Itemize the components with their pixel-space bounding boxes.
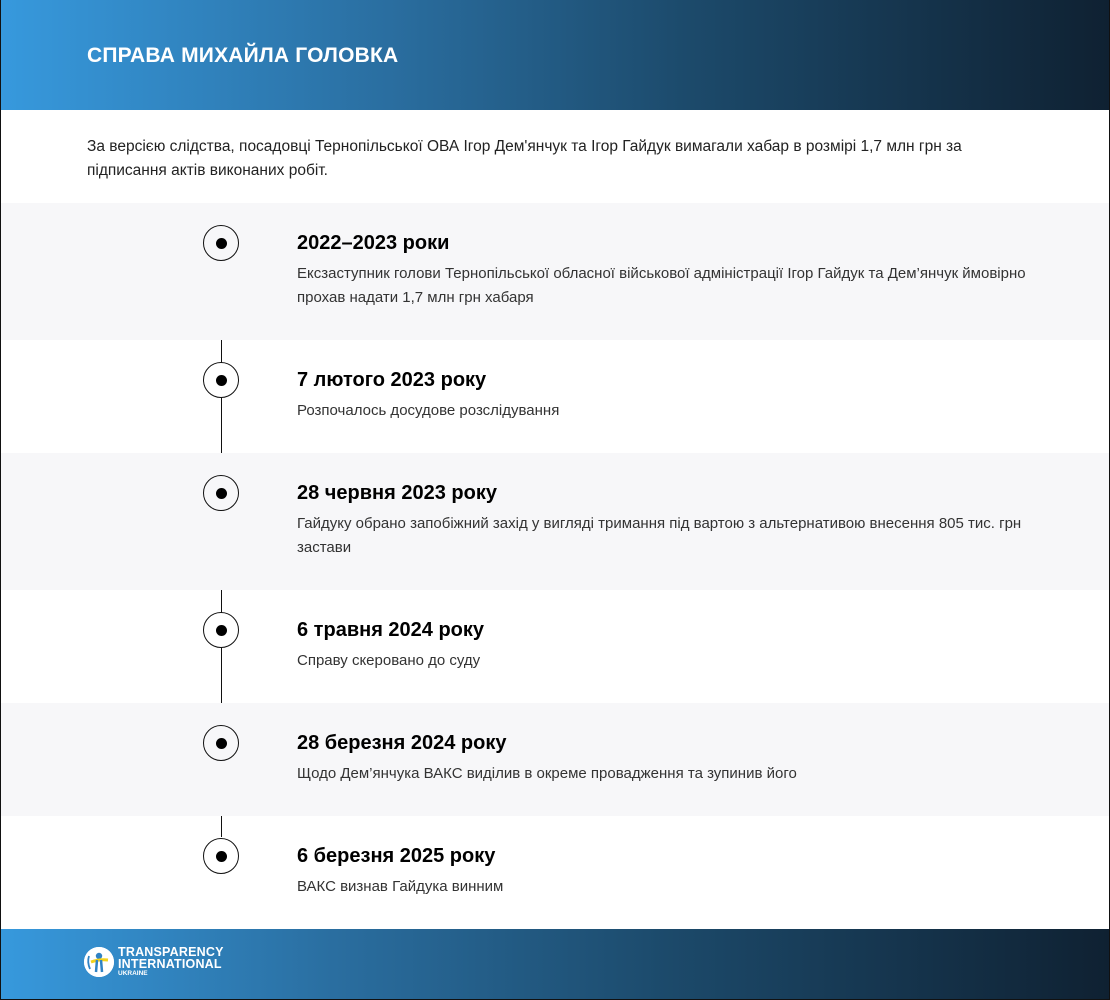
event-date: 28 червня 2023 року [297,482,497,504]
logo-emblem-icon [84,947,114,977]
event-date: 7 лютого 2023 року [297,369,487,391]
intro-paragraph: За версією слідства, посадовці Тернопільської ОВА Ігор Дем'янчук та Ігор Гайдук вимагали хабар в розмірі 1,7 млн грн за підписання актів виконаних робіт. [87,138,962,179]
event-date: 28 березня 2024 року [297,732,507,754]
timeline-marker-icon [203,475,239,511]
timeline-marker-icon [203,612,239,648]
event-date: 6 березня 2025 року [297,845,496,867]
timeline-marker-icon [203,362,239,398]
timeline-event [1,816,1109,929]
timeline-event [1,590,1109,703]
logo-line1: TRANSPARENCY [118,945,224,959]
page-title: СПРАВА МИХАЙЛА ГОЛОВКА [87,44,399,67]
footer-banner [1,929,1109,999]
timeline-marker-icon [203,725,239,761]
event-description: Розпочалось досудове розслідування [297,402,560,419]
event-description: Щодо Дем’янчука ВАКС виділив в окреме провадження та зупинив його [297,765,797,782]
event-description: Ексзаступник голови Тернопільської обласної військової адміністрації Ігор Гайдук та Дем’янчук ймовірно прохав надати 1,7 млн грн хабаря [297,265,1026,306]
timeline-marker-icon [203,225,239,261]
event-date: 6 травня 2024 року [297,619,485,641]
header-banner [1,0,1109,110]
timeline-event [1,340,1109,453]
event-description: ВАКС визнав Гайдука винним [297,878,504,895]
timeline-event [1,453,1109,590]
transparency-international-logo [84,946,224,978]
event-description: Справу скеровано до суду [297,652,481,669]
event-description: Гайдуку обрано запобіжний захід у вигляді тримання під вартою з альтернативою внесення 805 тис. грн застави [297,515,1022,556]
logo-line3: UKRAINE [118,970,148,977]
timeline-marker-icon [203,838,239,874]
timeline-event [1,203,1109,340]
timeline-event [1,703,1109,816]
event-date: 2022–2023 роки [297,232,450,254]
logo-line2: INTERNATIONAL [118,957,222,971]
